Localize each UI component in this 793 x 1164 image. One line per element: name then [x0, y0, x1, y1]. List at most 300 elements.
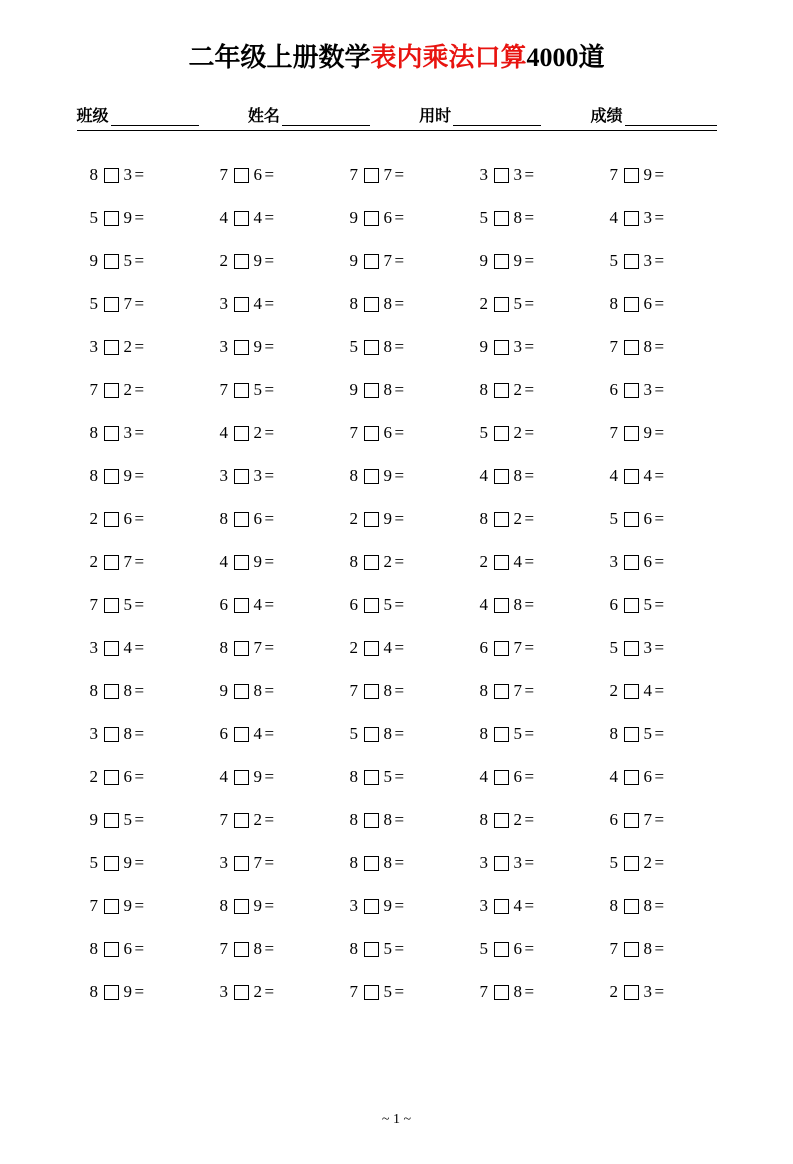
- problem-operand-a: 9: [89, 809, 99, 829]
- problem-cell[interactable]: [202, 669, 332, 712]
- problem-operand-a: 6: [219, 594, 229, 614]
- multiply-box-icon: [104, 426, 119, 441]
- equals-sign: =: [394, 379, 405, 399]
- problem-cell[interactable]: [72, 712, 202, 755]
- multiply-box-icon: [494, 856, 509, 871]
- multiply-box-icon: [104, 297, 119, 312]
- equals-sign: =: [524, 293, 535, 313]
- multiply-box-icon: [494, 168, 509, 183]
- multiply-box-icon: [104, 899, 119, 914]
- problem-cell[interactable]: [202, 497, 332, 540]
- problem-operand-b: 5: [123, 594, 133, 614]
- title-part-count: 4000: [526, 43, 579, 72]
- equals-sign: =: [134, 508, 145, 528]
- problem-operand-a: 8: [479, 379, 489, 399]
- problem-operand-a: 7: [89, 379, 99, 399]
- equals-sign: =: [394, 766, 405, 786]
- problem-operand-b: 7: [253, 637, 263, 657]
- problem-cell[interactable]: [72, 282, 202, 325]
- multiply-box-icon: [364, 211, 379, 226]
- time-field: [419, 103, 541, 126]
- problem-operand-b: 8: [383, 723, 393, 743]
- problem-cell[interactable]: [72, 927, 202, 970]
- problem-cell[interactable]: [592, 927, 722, 970]
- multiply-box-icon: [624, 512, 639, 527]
- score-input[interactable]: [625, 111, 717, 126]
- problem-cell[interactable]: [332, 540, 462, 583]
- equals-sign: =: [394, 723, 405, 743]
- equals-sign: =: [654, 766, 665, 786]
- multiply-box-icon: [624, 856, 639, 871]
- problem-cell[interactable]: [332, 368, 462, 411]
- equals-sign: =: [654, 981, 665, 1001]
- problem-cell[interactable]: [592, 755, 722, 798]
- problem-cell[interactable]: [592, 798, 722, 841]
- problem-operand-b: 8: [513, 465, 523, 485]
- equals-sign: =: [134, 465, 145, 485]
- multiply-box-icon: [234, 770, 249, 785]
- problem-cell[interactable]: [202, 411, 332, 454]
- multiply-box-icon: [364, 856, 379, 871]
- problem-operand-a: 3: [89, 637, 99, 657]
- problem-operand-a: 2: [349, 508, 359, 528]
- equals-sign: =: [134, 207, 145, 227]
- equals-sign: =: [524, 938, 535, 958]
- problem-cell[interactable]: [332, 884, 462, 927]
- equals-sign: =: [524, 766, 535, 786]
- problem-cell[interactable]: [202, 755, 332, 798]
- problem-cell[interactable]: [332, 927, 462, 970]
- multiply-box-icon: [104, 942, 119, 957]
- multiply-box-icon: [364, 168, 379, 183]
- problem-cell[interactable]: [462, 884, 592, 927]
- problem-cell[interactable]: [592, 712, 722, 755]
- equals-sign: =: [654, 809, 665, 829]
- equals-sign: =: [394, 465, 405, 485]
- problem-operand-b: 9: [643, 422, 653, 442]
- multiply-box-icon: [364, 469, 379, 484]
- problem-operand-a: 7: [349, 164, 359, 184]
- equals-sign: =: [654, 207, 665, 227]
- problem-operand-b: 4: [513, 551, 523, 571]
- problem-operand-a: 4: [479, 465, 489, 485]
- problem-cell[interactable]: [592, 368, 722, 411]
- problem-cell[interactable]: [202, 454, 332, 497]
- multiply-box-icon: [104, 598, 119, 613]
- problem-cell[interactable]: [72, 841, 202, 884]
- multiply-box-icon: [234, 426, 249, 441]
- equals-sign: =: [524, 207, 535, 227]
- equals-sign: =: [524, 594, 535, 614]
- equals-sign: =: [654, 164, 665, 184]
- problem-cell[interactable]: [72, 669, 202, 712]
- problem-operand-b: 9: [253, 551, 263, 571]
- problem-operand-b: 8: [513, 594, 523, 614]
- equals-sign: =: [394, 422, 405, 442]
- problem-operand-b: 7: [643, 809, 653, 829]
- equals-sign: =: [394, 981, 405, 1001]
- problem-cell[interactable]: [592, 884, 722, 927]
- problem-cell[interactable]: [462, 583, 592, 626]
- problem-cell[interactable]: [202, 196, 332, 239]
- problem-operand-b: 4: [123, 637, 133, 657]
- multiply-box-icon: [234, 727, 249, 742]
- problem-cell[interactable]: [202, 282, 332, 325]
- problem-cell[interactable]: [202, 325, 332, 368]
- equals-sign: =: [134, 379, 145, 399]
- problem-cell[interactable]: [202, 970, 332, 1013]
- problem-operand-a: 3: [219, 336, 229, 356]
- problem-cell[interactable]: [592, 153, 722, 196]
- problem-cell[interactable]: [462, 755, 592, 798]
- problem-operand-b: 3: [123, 164, 133, 184]
- problem-operand-a: 6: [609, 594, 619, 614]
- problem-cell[interactable]: [72, 884, 202, 927]
- problem-operand-a: 8: [89, 938, 99, 958]
- problem-cell[interactable]: [592, 583, 722, 626]
- problem-cell[interactable]: [72, 325, 202, 368]
- problem-cell[interactable]: [332, 712, 462, 755]
- problem-cell[interactable]: [72, 411, 202, 454]
- time-input[interactable]: [453, 111, 541, 126]
- problem-operand-b: 9: [253, 766, 263, 786]
- problem-operand-b: 6: [253, 508, 263, 528]
- problem-cell[interactable]: [592, 411, 722, 454]
- problem-cell[interactable]: [332, 626, 462, 669]
- problem-operand-a: 3: [349, 895, 359, 915]
- equals-sign: =: [654, 336, 665, 356]
- problem-operand-a: 3: [219, 852, 229, 872]
- problem-operand-a: 2: [89, 508, 99, 528]
- problem-operand-b: 2: [253, 809, 263, 829]
- multiply-box-icon: [624, 297, 639, 312]
- class-input[interactable]: [111, 111, 199, 126]
- problem-cell[interactable]: [462, 196, 592, 239]
- problem-operand-a: 3: [219, 465, 229, 485]
- multiply-box-icon: [364, 297, 379, 312]
- problem-operand-a: 7: [609, 164, 619, 184]
- problem-operand-b: 8: [383, 809, 393, 829]
- problem-operand-a: 4: [219, 551, 229, 571]
- problem-operand-a: 8: [609, 895, 619, 915]
- problem-operand-b: 5: [643, 723, 653, 743]
- problem-operand-a: 4: [219, 766, 229, 786]
- equals-sign: =: [524, 852, 535, 872]
- problem-cell[interactable]: [332, 454, 462, 497]
- problem-cell[interactable]: [462, 454, 592, 497]
- problem-cell[interactable]: [592, 841, 722, 884]
- multiply-box-icon: [624, 254, 639, 269]
- problem-cell[interactable]: [72, 239, 202, 282]
- problem-cell[interactable]: [72, 454, 202, 497]
- problem-operand-a: 8: [349, 852, 359, 872]
- problem-operand-a: 8: [89, 981, 99, 1001]
- multiply-box-icon: [494, 985, 509, 1000]
- multiply-box-icon: [234, 340, 249, 355]
- problem-cell[interactable]: [332, 325, 462, 368]
- multiply-box-icon: [494, 297, 509, 312]
- equals-sign: =: [394, 250, 405, 270]
- problem-operand-b: 6: [253, 164, 263, 184]
- multiply-box-icon: [624, 727, 639, 742]
- problem-cell[interactable]: [332, 411, 462, 454]
- problem-cell[interactable]: [592, 970, 722, 1013]
- problem-cell[interactable]: [72, 798, 202, 841]
- multiply-box-icon: [624, 469, 639, 484]
- score-label: 成绩: [590, 108, 623, 126]
- multiply-box-icon: [234, 598, 249, 613]
- multiply-box-icon: [364, 813, 379, 828]
- problem-cell[interactable]: [202, 239, 332, 282]
- problem-cell[interactable]: [462, 626, 592, 669]
- problem-operand-b: 8: [123, 723, 133, 743]
- problem-cell[interactable]: [462, 970, 592, 1013]
- equals-sign: =: [134, 594, 145, 614]
- problem-operand-a: 8: [89, 465, 99, 485]
- multiply-box-icon: [234, 297, 249, 312]
- problem-cell[interactable]: [592, 239, 722, 282]
- equals-sign: =: [654, 551, 665, 571]
- problem-operand-b: 6: [123, 938, 133, 958]
- multiply-box-icon: [494, 254, 509, 269]
- equals-sign: =: [524, 250, 535, 270]
- problem-operand-b: 2: [513, 422, 523, 442]
- problem-operand-a: 5: [89, 852, 99, 872]
- multiply-box-icon: [494, 813, 509, 828]
- problem-cell[interactable]: [592, 497, 722, 540]
- problem-operand-b: 8: [513, 981, 523, 1001]
- problem-cell[interactable]: [592, 540, 722, 583]
- problem-cell[interactable]: [462, 325, 592, 368]
- problem-cell[interactable]: [462, 411, 592, 454]
- name-input[interactable]: [282, 111, 370, 126]
- problem-operand-a: 6: [609, 809, 619, 829]
- problem-cell[interactable]: [202, 712, 332, 755]
- problem-operand-b: 9: [383, 508, 393, 528]
- problem-operand-b: 9: [123, 852, 133, 872]
- problem-cell[interactable]: [72, 755, 202, 798]
- equals-sign: =: [654, 465, 665, 485]
- equals-sign: =: [654, 723, 665, 743]
- page-title: [0, 42, 793, 73]
- problem-cell[interactable]: [72, 497, 202, 540]
- problem-cell[interactable]: [332, 239, 462, 282]
- problem-cell[interactable]: [592, 282, 722, 325]
- problem-cell[interactable]: [592, 325, 722, 368]
- multiply-box-icon: [624, 985, 639, 1000]
- problem-operand-a: 7: [219, 164, 229, 184]
- problem-operand-b: 4: [253, 594, 263, 614]
- equals-sign: =: [524, 379, 535, 399]
- problem-cell[interactable]: [202, 540, 332, 583]
- problem-cell[interactable]: [592, 196, 722, 239]
- problem-cell[interactable]: [332, 583, 462, 626]
- multiply-box-icon: [234, 684, 249, 699]
- multiply-box-icon: [364, 383, 379, 398]
- multiply-box-icon: [234, 641, 249, 656]
- problem-operand-a: 9: [219, 680, 229, 700]
- problem-cell[interactable]: [202, 927, 332, 970]
- problem-cell[interactable]: [332, 497, 462, 540]
- problem-operand-a: 4: [219, 207, 229, 227]
- problem-operand-a: 8: [219, 895, 229, 915]
- problem-operand-a: 2: [609, 680, 619, 700]
- multiply-box-icon: [234, 813, 249, 828]
- problem-cell[interactable]: [332, 798, 462, 841]
- problem-cell[interactable]: [202, 841, 332, 884]
- problem-operand-b: 8: [383, 336, 393, 356]
- equals-sign: =: [394, 809, 405, 829]
- multiply-box-icon: [234, 383, 249, 398]
- problem-operand-b: 8: [383, 293, 393, 313]
- problem-cell[interactable]: [462, 282, 592, 325]
- problem-operand-b: 5: [513, 723, 523, 743]
- multiply-box-icon: [494, 684, 509, 699]
- problem-cell[interactable]: [72, 583, 202, 626]
- multiply-box-icon: [104, 512, 119, 527]
- multiply-box-icon: [104, 985, 119, 1000]
- multiply-box-icon: [624, 211, 639, 226]
- problem-cell[interactable]: [462, 798, 592, 841]
- problem-cell[interactable]: [462, 497, 592, 540]
- problem-operand-b: 2: [643, 852, 653, 872]
- problem-operand-a: 5: [479, 422, 489, 442]
- multiply-box-icon: [494, 383, 509, 398]
- problem-operand-b: 4: [383, 637, 393, 657]
- multiply-box-icon: [104, 168, 119, 183]
- problem-operand-b: 5: [123, 809, 133, 829]
- problem-operand-a: 6: [609, 379, 619, 399]
- equals-sign: =: [134, 422, 145, 442]
- equals-sign: =: [394, 551, 405, 571]
- equals-sign: =: [524, 981, 535, 1001]
- problem-operand-a: 7: [89, 594, 99, 614]
- problem-operand-b: 5: [123, 250, 133, 270]
- problem-cell[interactable]: [72, 970, 202, 1013]
- problem-operand-a: 5: [89, 293, 99, 313]
- problem-cell[interactable]: [592, 626, 722, 669]
- problem-operand-b: 3: [643, 207, 653, 227]
- multiply-box-icon: [364, 727, 379, 742]
- problem-operand-a: 2: [479, 293, 489, 313]
- problem-cell[interactable]: [332, 282, 462, 325]
- problem-operand-a: 7: [89, 895, 99, 915]
- problem-cell[interactable]: [72, 540, 202, 583]
- problem-operand-a: 7: [349, 981, 359, 1001]
- problem-operand-b: 8: [513, 207, 523, 227]
- multiply-box-icon: [494, 598, 509, 613]
- problem-operand-b: 4: [253, 207, 263, 227]
- problem-cell[interactable]: [202, 153, 332, 196]
- title-part-unit: 道: [578, 43, 605, 72]
- problem-operand-a: 7: [219, 809, 229, 829]
- problem-operand-b: 9: [643, 164, 653, 184]
- equals-sign: =: [264, 465, 275, 485]
- problem-cell[interactable]: [72, 153, 202, 196]
- problem-operand-b: 6: [123, 508, 133, 528]
- problem-operand-b: 5: [383, 594, 393, 614]
- equals-sign: =: [134, 852, 145, 872]
- problem-operand-b: 2: [253, 981, 263, 1001]
- equals-sign: =: [134, 336, 145, 356]
- problem-cell[interactable]: [332, 755, 462, 798]
- problem-cell[interactable]: [202, 798, 332, 841]
- multiply-box-icon: [234, 555, 249, 570]
- equals-sign: =: [134, 766, 145, 786]
- problem-cell[interactable]: [202, 368, 332, 411]
- problem-cell[interactable]: [462, 368, 592, 411]
- problem-operand-b: 2: [123, 336, 133, 356]
- problem-operand-b: 3: [643, 250, 653, 270]
- problem-cell[interactable]: [332, 841, 462, 884]
- equals-sign: =: [524, 336, 535, 356]
- problem-operand-b: 7: [253, 852, 263, 872]
- problem-operand-b: 9: [383, 465, 393, 485]
- equals-sign: =: [264, 938, 275, 958]
- problem-operand-b: 6: [513, 938, 523, 958]
- problem-cell[interactable]: [462, 153, 592, 196]
- problem-operand-a: 3: [479, 164, 489, 184]
- equals-sign: =: [264, 422, 275, 442]
- equals-sign: =: [394, 637, 405, 657]
- equals-sign: =: [264, 637, 275, 657]
- equals-sign: =: [264, 809, 275, 829]
- class-label: 班级: [76, 108, 109, 126]
- problem-cell[interactable]: [462, 841, 592, 884]
- problem-cell[interactable]: [332, 970, 462, 1013]
- problem-operand-a: 3: [89, 336, 99, 356]
- problem-operand-b: 6: [383, 422, 393, 442]
- multiply-box-icon: [624, 942, 639, 957]
- problem-cell[interactable]: [592, 454, 722, 497]
- multiply-box-icon: [104, 684, 119, 699]
- problem-cell[interactable]: [332, 196, 462, 239]
- equals-sign: =: [394, 852, 405, 872]
- problem-operand-a: 3: [219, 981, 229, 1001]
- problem-cell[interactable]: [592, 669, 722, 712]
- problem-operand-b: 8: [383, 680, 393, 700]
- problem-cell[interactable]: [72, 626, 202, 669]
- problem-operand-a: 7: [219, 938, 229, 958]
- problem-cell[interactable]: [72, 196, 202, 239]
- multiply-box-icon: [104, 469, 119, 484]
- equals-sign: =: [524, 551, 535, 571]
- equals-sign: =: [524, 637, 535, 657]
- problem-operand-b: 4: [253, 723, 263, 743]
- problem-cell[interactable]: [332, 669, 462, 712]
- problem-cell[interactable]: [462, 540, 592, 583]
- problem-cell[interactable]: [462, 927, 592, 970]
- title-part-grade: 二年级上册数学: [188, 43, 371, 72]
- multiply-box-icon: [104, 856, 119, 871]
- problem-cell[interactable]: [202, 583, 332, 626]
- problem-cell[interactable]: [462, 669, 592, 712]
- problem-cell[interactable]: [202, 884, 332, 927]
- problem-cell[interactable]: [332, 153, 462, 196]
- problem-cell[interactable]: [462, 239, 592, 282]
- problem-cell[interactable]: [72, 368, 202, 411]
- multiply-box-icon: [234, 899, 249, 914]
- multiply-box-icon: [494, 942, 509, 957]
- multiply-box-icon: [494, 555, 509, 570]
- problem-cell[interactable]: [462, 712, 592, 755]
- problem-operand-b: 4: [513, 895, 523, 915]
- problem-cell[interactable]: [202, 626, 332, 669]
- multiply-box-icon: [364, 555, 379, 570]
- multiply-box-icon: [364, 684, 379, 699]
- multiply-box-icon: [494, 770, 509, 785]
- equals-sign: =: [394, 938, 405, 958]
